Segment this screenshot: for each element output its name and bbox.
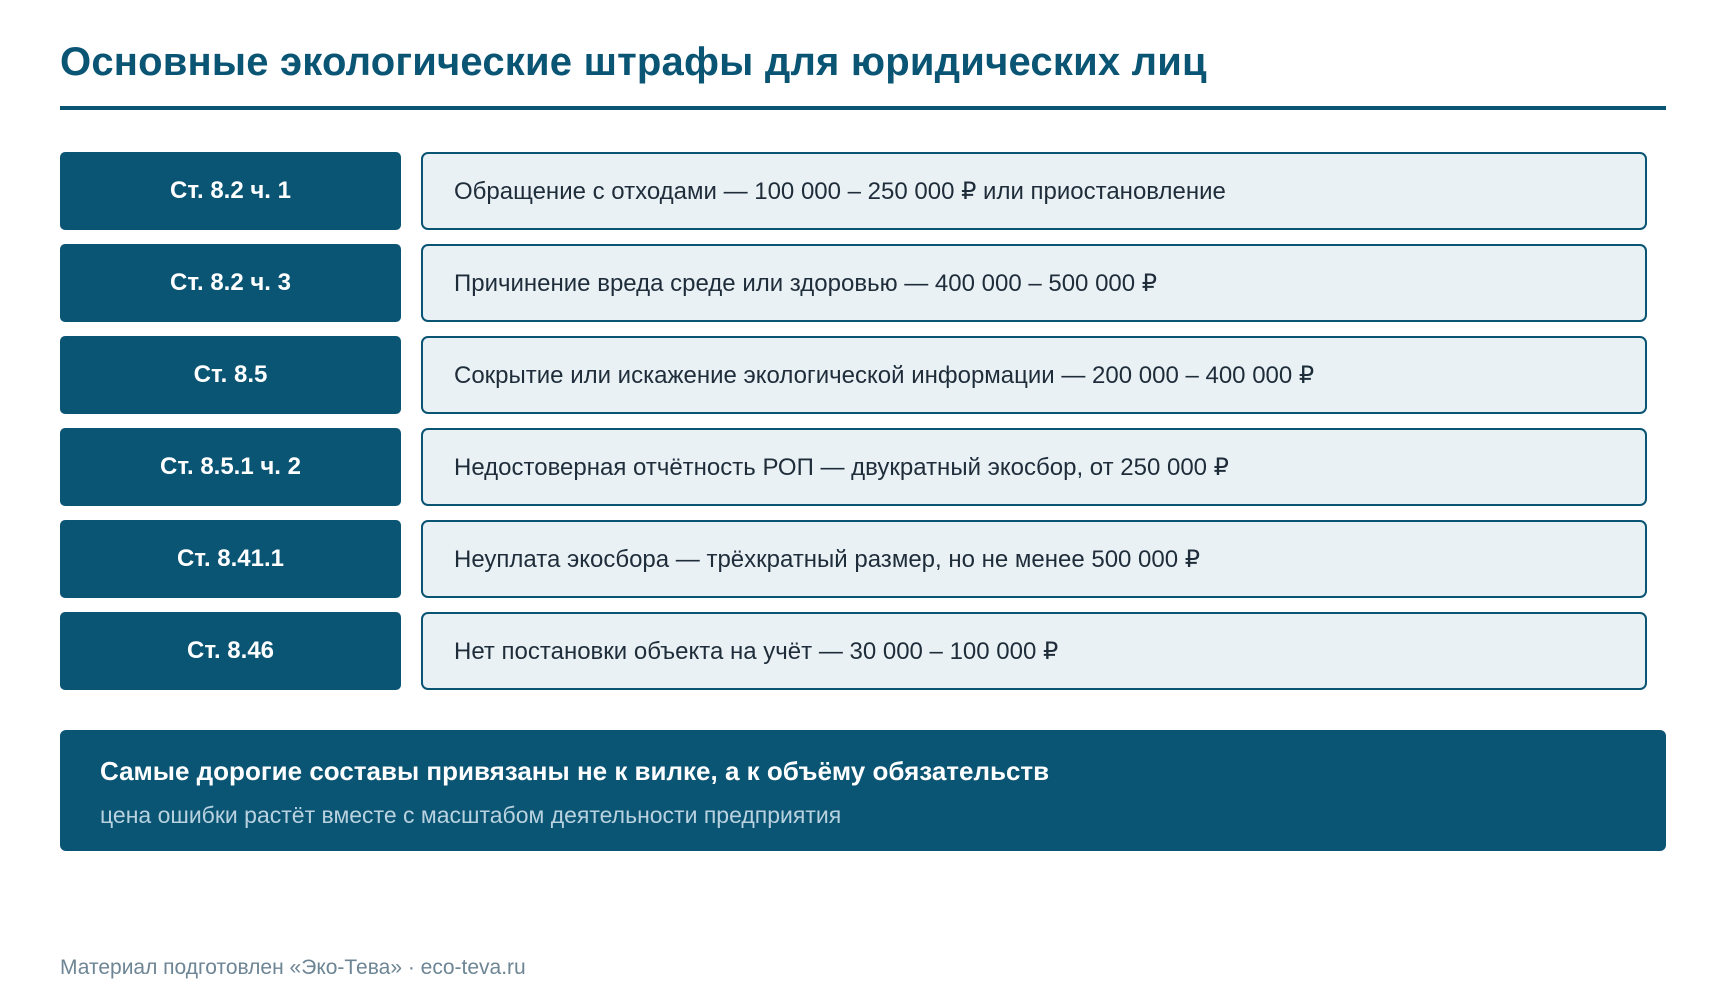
article-badge: Ст. 8.5.1 ч. 2	[60, 428, 401, 506]
fine-description: Недостоверная отчётность РОП — двукратный экосбор, от 250 000 ₽	[421, 428, 1647, 506]
fine-row	[60, 428, 1647, 506]
fine-row	[60, 152, 1647, 230]
summary-callout	[60, 730, 1666, 851]
fine-row	[60, 612, 1647, 690]
fine-description: Нет постановки объекта на учёт — 30 000 – 100 000 ₽	[421, 612, 1647, 690]
callout-heading: Самые дорогие составы привязаны не к вилке, а к объёму обязательств	[100, 756, 1050, 786]
fine-row	[60, 244, 1647, 322]
fine-description: Причинение вреда среде или здоровью — 400 000 – 500 000 ₽	[421, 244, 1647, 322]
fines-list	[60, 152, 1647, 704]
fine-row	[60, 520, 1647, 598]
slide	[60, 0, 1666, 1004]
fine-row	[60, 336, 1647, 414]
article-badge: Ст. 8.46	[60, 612, 401, 690]
footer-credit: Материал подготовлен «Эко-Тева» · eco-teva.ru	[60, 956, 526, 979]
article-badge: Ст. 8.5	[60, 336, 401, 414]
article-badge: Ст. 8.2 ч. 1	[60, 152, 401, 230]
callout-subtext: цена ошибки растёт вместе с масштабом деятельности предприятия	[100, 802, 842, 828]
fine-description: Сокрытие или искажение экологической информации — 200 000 – 400 000 ₽	[421, 336, 1647, 414]
page-title: Основные экологические штрафы для юридических лиц	[60, 40, 1207, 84]
fine-description: Обращение с отходами — 100 000 – 250 000 ₽ или приостановление	[421, 152, 1647, 230]
article-badge: Ст. 8.41.1	[60, 520, 401, 598]
article-badge: Ст. 8.2 ч. 3	[60, 244, 401, 322]
title-divider	[60, 106, 1666, 110]
fine-description: Неуплата экосбора — трёхкратный размер, но не менее 500 000 ₽	[421, 520, 1647, 598]
